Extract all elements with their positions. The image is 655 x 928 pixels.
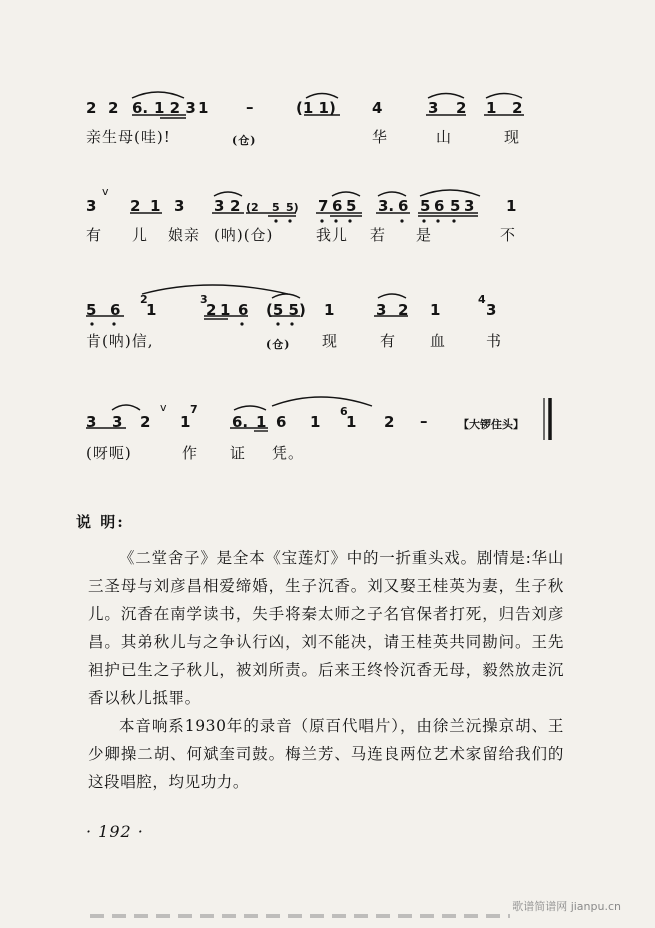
- lyric: (仓): [232, 134, 257, 147]
- lyric: 我儿: [316, 226, 349, 244]
- score-line-4: 3 3 2 v 1 7 6. 1 6 1 6 1 2 – 【大锣住头】 (呀呃) 作 证 凭。: [0, 398, 655, 478]
- score-line-4-marks: [0, 398, 655, 478]
- lyric: (呀呃): [86, 444, 132, 462]
- lyric: 书: [486, 332, 503, 350]
- lyric: 现: [504, 128, 521, 146]
- lyric: (仓): [266, 338, 291, 351]
- lyric: 是: [416, 226, 433, 244]
- lyric: 凭。: [272, 444, 305, 462]
- lyric: 肯(呐)信,: [86, 332, 154, 350]
- notes-heading: 说 明:: [76, 513, 125, 531]
- lyric: 儿: [132, 226, 149, 244]
- page-number: · 192 ·: [86, 822, 144, 841]
- score-line-3: 5 6 2 1 3 2 1 6 (5 5) 1 3 2 1 4 3 肯(呐)信, (仓) 现 有 血 书: [0, 290, 655, 370]
- watermark: 歌谱简谱网 jianpu.cn: [512, 900, 621, 913]
- score-line-2: 3 v 2 1 3 3 2 (2 5 5) 7 6 5 3. 6 5 6 5 3 1 有 儿 娘亲 (呐)(仓) 我儿 若 是 不: [0, 188, 655, 268]
- lyric: 山: [436, 128, 453, 146]
- lyric: 有: [380, 332, 397, 350]
- percussion-cue: 【大锣住头】: [458, 418, 524, 431]
- lyric: 现: [322, 332, 339, 350]
- notes-paragraph-1: 《二堂舍子》是全本《宝莲灯》中的一折重头戏。剧情是:华山三圣母与刘彦昌相爱缔婚，生子沉香。刘又娶王桂英为妻，生子秋儿。沉香在南学读书，失手将秦太师之子名官保者打死，归告刘彦昌。其弟秋儿与之争认行凶，刘不能决，请王桂英共同勘问。王先袒护已生之子秋儿，被刘所责。后来王终怜沉香无母，毅然放走沉香以秋儿抵罪。: [88, 549, 564, 707]
- lyric: 亲生母(哇)!: [86, 128, 171, 146]
- lyric: (呐)(仓): [214, 226, 274, 244]
- lyric: 有: [86, 226, 103, 244]
- lyric: 不: [500, 226, 517, 244]
- lyric: 血: [430, 332, 447, 350]
- lyric: 华: [372, 128, 389, 146]
- lyric: 证: [230, 444, 247, 462]
- lyric: 作: [182, 444, 199, 462]
- lyric: 若: [370, 226, 387, 244]
- notes-paragraph-2: 本音响系1930年的录音（原百代唱片），由徐兰沅操京胡、王少卿操二胡、何斌奎司鼓。梅兰芳、马连良两位艺术家留给我们的这段唱腔，均见功力。: [88, 717, 564, 791]
- notes-body: [88, 544, 564, 796]
- lyric: 娘亲: [168, 226, 201, 244]
- score-line-1: 2 2 6. 1 2 3 1 – (1 1) 4 3 2 1 2 亲生母(哇)! (仓) 华 山 现: [0, 90, 655, 170]
- scan-artifact: [90, 914, 510, 918]
